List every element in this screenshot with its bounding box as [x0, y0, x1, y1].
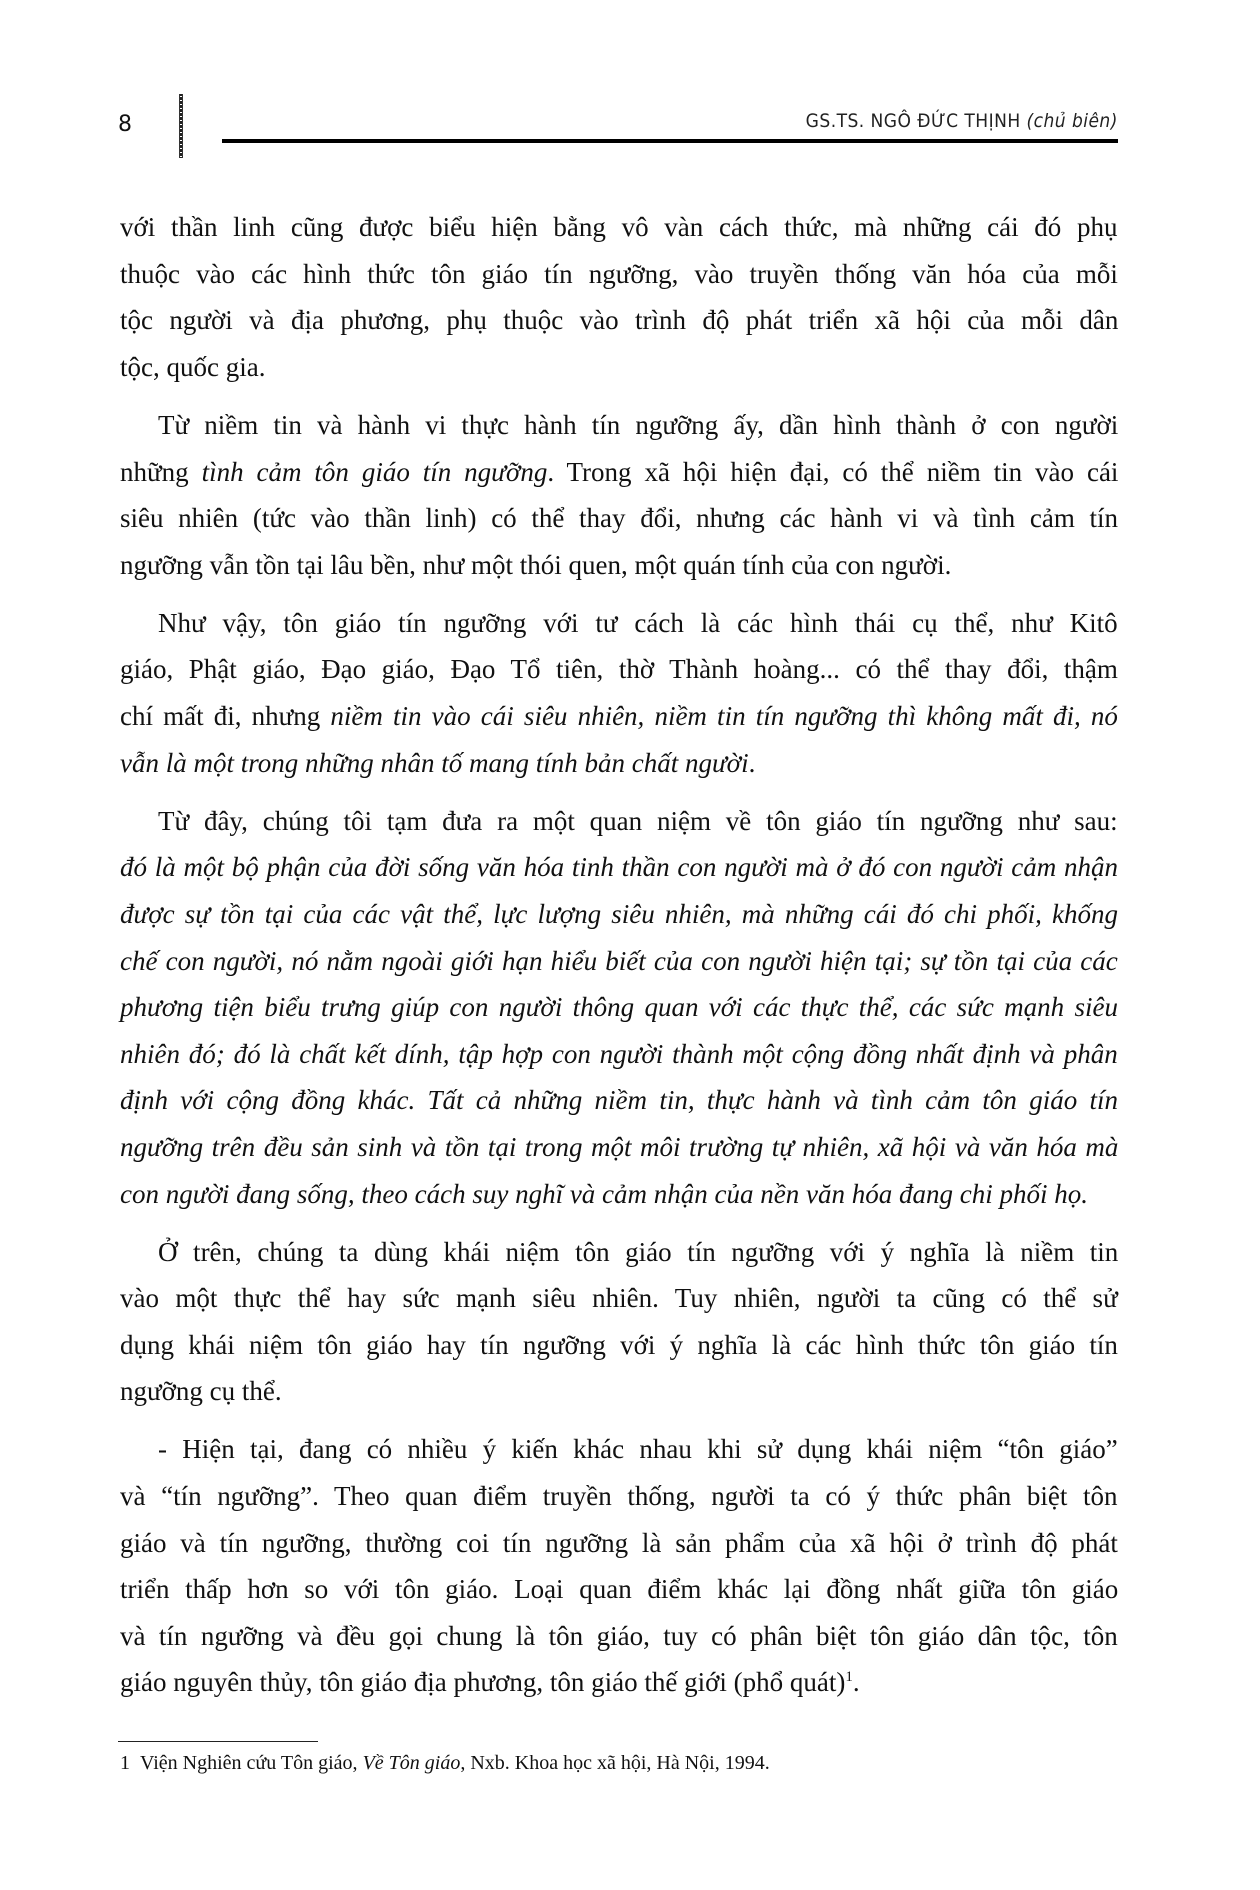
footnote-ref[interactable]: 1 [845, 1669, 853, 1685]
text-run: Ở trên, chúng ta dùng khái niệm tôn giáo tín ngưỡng với ý nghĩa là niềm tin [158, 1237, 1119, 1267]
italic-run: đó là một bộ phận của đời sống văn hóa tinh thần con người mà ở đó con người cảm nhận [120, 852, 1119, 882]
text-line [120, 207, 1118, 247]
text-line [120, 1034, 1118, 1074]
decorative-vertical-rule [179, 94, 183, 158]
text-run: giáo và tín ngưỡng, thường coi tín ngưỡng là sản phẩm của xã hội ở trình độ phát [120, 1528, 1118, 1558]
text-line [120, 1662, 860, 1702]
text-line [158, 405, 1118, 445]
text-run: tộc, quốc gia. [120, 352, 266, 382]
text-line [120, 1523, 1118, 1563]
italic-run: được sự tồn tại của các vật thể, lực lượng siêu nhiên, mà những cái đó chi phối, khống [120, 899, 1119, 929]
italic-run: chế con người, nó nằm ngoài giới hạn hiểu biết của con người hiện tại; sự tồn tại của các [120, 946, 1118, 976]
text-line [120, 1127, 1118, 1167]
text-run: giáo, Phật giáo, Đạo giáo, Đạo Tổ tiên, thờ Thành hoàng... có thể thay đổi, thậm [120, 654, 1118, 684]
text-line [158, 603, 1118, 643]
text-line [120, 1476, 1118, 1516]
text-run: những [120, 457, 202, 487]
text-run: ngưỡng vẫn tồn tại lâu bền, như một thói quen, một quán tính của con người. [120, 550, 952, 580]
text-run: dụng khái niệm tôn giáo hay tín ngưỡng với ý nghĩa là các hình thức tôn giáo tín [120, 1330, 1118, 1360]
text-run: Như vậy, tôn giáo tín ngưỡng với tư cách là các hình thái cụ thể, như Kitô [158, 608, 1118, 638]
text-line [120, 452, 1118, 492]
text-line [120, 1278, 1118, 1318]
text-run: tộc người và địa phương, phụ thuộc vào trình độ phát triển xã hội của mỗi dân [120, 305, 1119, 335]
text-run: . [852, 1667, 860, 1697]
text-run: và tín ngưỡng và đều gọi chung là tôn giáo, tuy có phân biệt tôn giáo dân tộc, tôn [120, 1621, 1118, 1651]
italic-run: nhiên đó; đó là chất kết dính, tập hợp con người thành một cộng đồng nhất định và phân [120, 1039, 1118, 1069]
text-run: Từ đây, chúng tôi tạm đưa ra một quan niệm về tôn giáo tín ngưỡng như sau: [158, 806, 1118, 836]
italic-run: phương tiện biểu trưng giúp con người thông quan với các thực thể, các sức mạnh siêu [120, 992, 1118, 1022]
text-run: vào một thực thể hay sức mạnh siêu nhiên. Tuy nhiên, người ta cũng có thể sử [120, 1283, 1118, 1313]
text-line [120, 941, 1118, 981]
text-run: Từ niềm tin và hành vi thực hành tín ngưỡng ấy, dần hình thành ở con người [158, 410, 1119, 440]
footnote-separator [118, 1741, 318, 1742]
text-line [120, 649, 1118, 689]
text-run: - Hiện tại, đang có nhiều ý kiến khác nhau khi sử dụng khái niệm “tôn giáo” [158, 1434, 1118, 1464]
running-head [806, 110, 1118, 132]
text-line [120, 847, 1118, 887]
text-run: với thần linh cũng được biểu hiện bằng vô vàn cách thức, mà những cái đó phụ [120, 212, 1118, 242]
text-line [120, 987, 1118, 1027]
text-line [120, 1080, 1118, 1120]
footnote [120, 1752, 770, 1775]
text-line [158, 1232, 1118, 1272]
text-run: giáo nguyên thủy, tôn giáo địa phương, tôn giáo thế giới (phổ quát) [120, 1667, 846, 1697]
italic-run: ngưỡng trên đều sản sinh và tồn tại trong một môi trường tự nhiên, xã hội và văn hóa mà [120, 1132, 1119, 1162]
text-run: ngưỡng cụ thể. [120, 1376, 282, 1406]
italic-run: niềm tin vào cái siêu nhiên, niềm tin tín ngưỡng thì không mất đi, nó [330, 701, 1118, 731]
footnote-title: Về Tôn giáo [362, 1752, 461, 1774]
italic-run: con người đang sống, theo cách suy nghĩ và cảm nhận của nền văn hóa đang chi phối họ. [120, 1179, 1088, 1209]
footnote-number: 1 [120, 1752, 130, 1774]
header-rule [222, 139, 1118, 143]
text-line [120, 254, 1118, 294]
text-line [158, 1429, 1118, 1469]
text-line [158, 801, 1118, 841]
text-line [120, 1371, 282, 1411]
footnote-text-pre: Viện Nghiên cứu Tôn giáo, [140, 1752, 363, 1774]
italic-run: tình cảm tôn giáo tín ngưỡng [201, 457, 548, 487]
text-run: thuộc vào các hình thức tôn giáo tín ngưỡng, vào truyền thống văn hóa của mỗi [120, 259, 1118, 289]
text-line [120, 498, 1118, 538]
text-run: . [748, 748, 756, 778]
text-line [120, 696, 1118, 736]
text-line [120, 545, 951, 585]
footnote-text-post: , Nxb. Khoa học xã hội, Hà Nội, 1994. [460, 1752, 770, 1774]
text-line [120, 743, 755, 783]
italic-run: định với cộng đồng khác. Tất cả những niềm tin, thực hành và tình cảm tôn giáo tín [120, 1085, 1118, 1115]
text-line [120, 347, 265, 387]
text-run: triển thấp hơn so với tôn giáo. Loại quan điểm khác lại đồng nhất giữa tôn giáo [120, 1574, 1119, 1604]
text-run: và “tín ngưỡng”. Theo quan điểm truyền thống, người ta có ý thức phân biệt tôn [120, 1481, 1118, 1511]
text-run: chí mất đi, nhưng [120, 701, 331, 731]
text-line [120, 300, 1118, 340]
text-line [120, 1325, 1118, 1365]
text-line [120, 1569, 1118, 1609]
running-head-editor-note: (chủ biên) [1026, 110, 1118, 132]
page-number: 8 [118, 112, 132, 137]
italic-run: vẫn là một trong những nhân tố mang tính bản chất người [120, 748, 749, 778]
text-line [120, 1616, 1118, 1656]
text-run: . Trong xã hội hiện đại, có thể niềm tin vào cái [547, 457, 1119, 487]
text-run: siêu nhiên (tức vào thần linh) có thể thay đổi, nhưng các hành vi và tình cảm tín [120, 503, 1119, 533]
running-head-author: GS.TS. NGÔ ĐỨC THỊNH [805, 110, 1021, 132]
text-line [120, 1174, 1088, 1214]
text-line [120, 894, 1118, 934]
